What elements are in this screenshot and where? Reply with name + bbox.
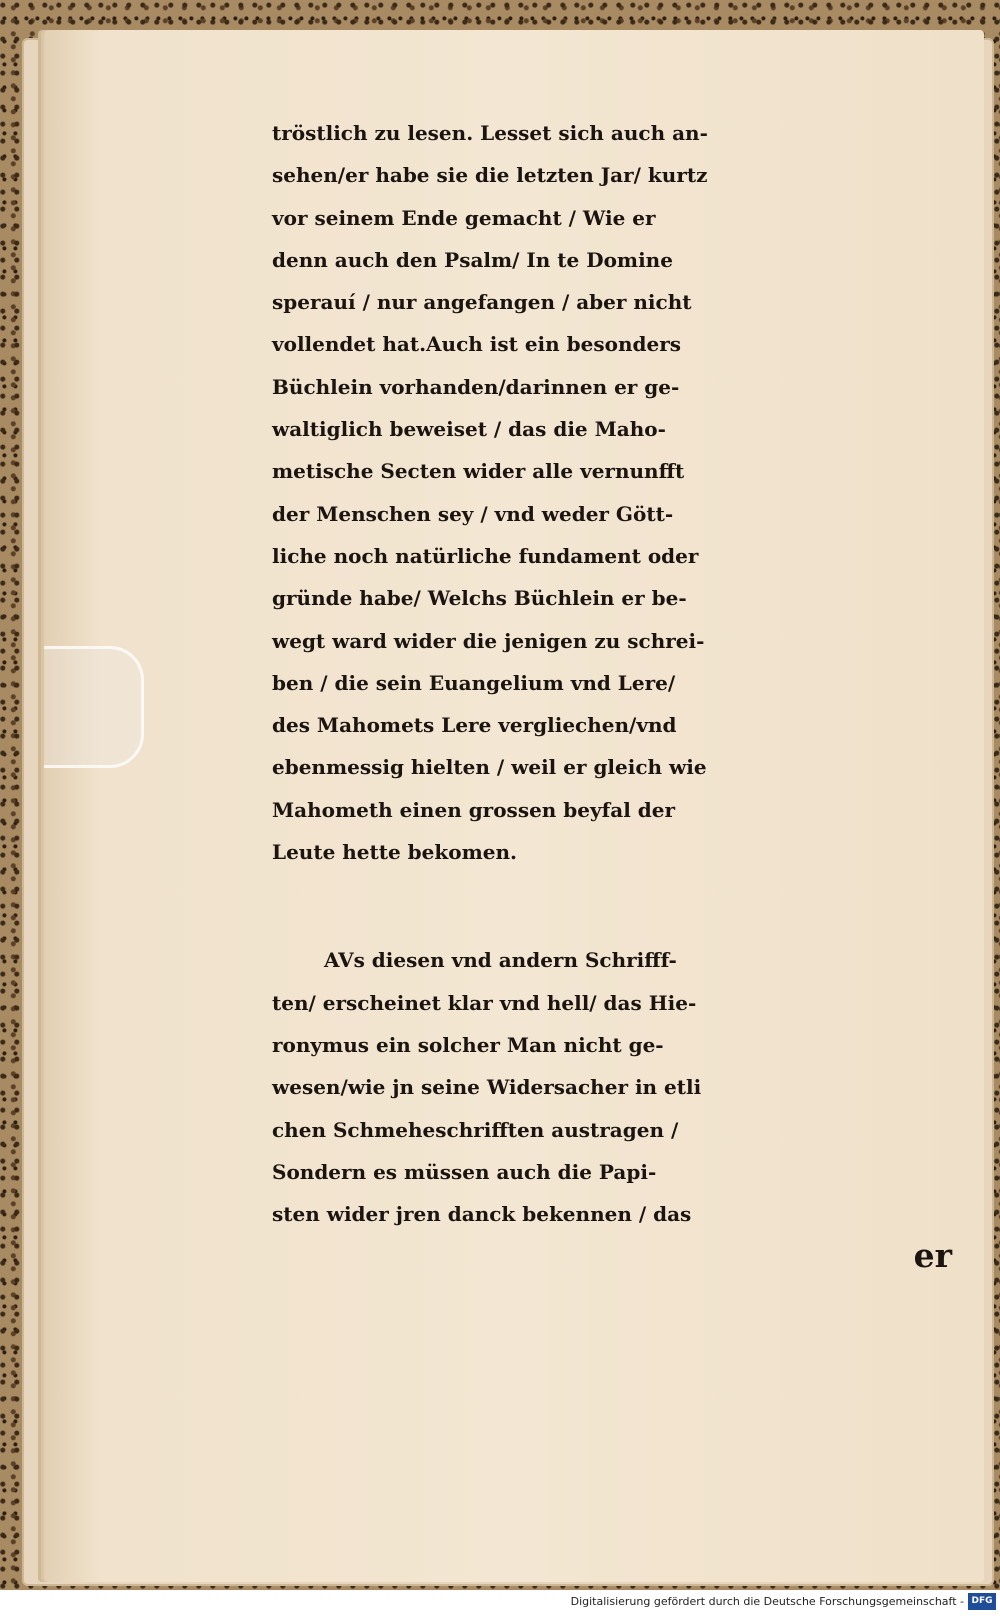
text-line: chen Schmeheschrifften austragen / (272, 1117, 679, 1142)
printed-text (272, 112, 962, 1277)
paragraph-gap (272, 873, 962, 939)
text-line: waltiglich beweiset / das die Maho- (272, 417, 666, 442)
text-line: wesen/wie jn seine Widersacher in etli (272, 1075, 702, 1100)
text-line: ten/ erscheinet klar vnd hell/ das Hie- (272, 990, 697, 1015)
text-line: sperauí / nur angefangen / aber nicht (272, 290, 692, 315)
dfg-logo-icon: DFG (968, 1593, 996, 1610)
text-line: metische Secten wider alle vernunfft (272, 459, 685, 484)
funding-credit: Digitalisierung gefördert durch die Deutsche Forschungsgemeinschaft - (570, 1595, 964, 1608)
text-line: Büchlein vorhanden/darinnen er ge- (272, 374, 680, 399)
text-line: wegt ward wider die jenigen zu schrei- (272, 628, 705, 653)
text-line: Sondern es müssen auch die Papi- (272, 1159, 657, 1184)
text-line: vor seinem Ende gemacht / Wie er (272, 205, 656, 230)
text-line: sehen/er habe sie die letzten Jar/ kurtz (272, 163, 708, 188)
text-line: Leute hette bekomen. (272, 840, 517, 865)
text-line: des Mahomets Lere vergliechen/vnd (272, 713, 677, 738)
text-line: ben / die sein Euangelium vnd Lere/ (272, 670, 676, 695)
paragraph-2 (272, 939, 962, 1235)
text-line: vollendet hat.Auch ist ein besonders (272, 332, 682, 357)
text-line: gründe habe/ Welchs Büchlein er be- (272, 586, 687, 611)
text-line: denn auch den Psalm/ In te Domine (272, 247, 673, 272)
text-line: liche noch natürliche fundament oder (272, 543, 699, 568)
paragraph-1 (272, 112, 962, 873)
text-line: Mahometh einen grossen beyfal der (272, 797, 676, 822)
text-line: sten wider jren danck bekennen / das (272, 1202, 692, 1227)
catchword: er (913, 1236, 952, 1276)
text-line: der Menschen sey / vnd weder Gött- (272, 501, 674, 526)
text-line: ebenmessig hielten / weil er gleich wie (272, 755, 707, 780)
footer-bar (0, 1590, 1000, 1616)
page-clip (44, 646, 144, 768)
text-line: ronymus ein solcher Man nicht ge- (272, 1032, 664, 1057)
text-line: AVs diesen vnd andern Schrifff- (324, 948, 677, 973)
text-line: tröstlich zu lesen. Lesset sich auch an- (272, 121, 708, 145)
